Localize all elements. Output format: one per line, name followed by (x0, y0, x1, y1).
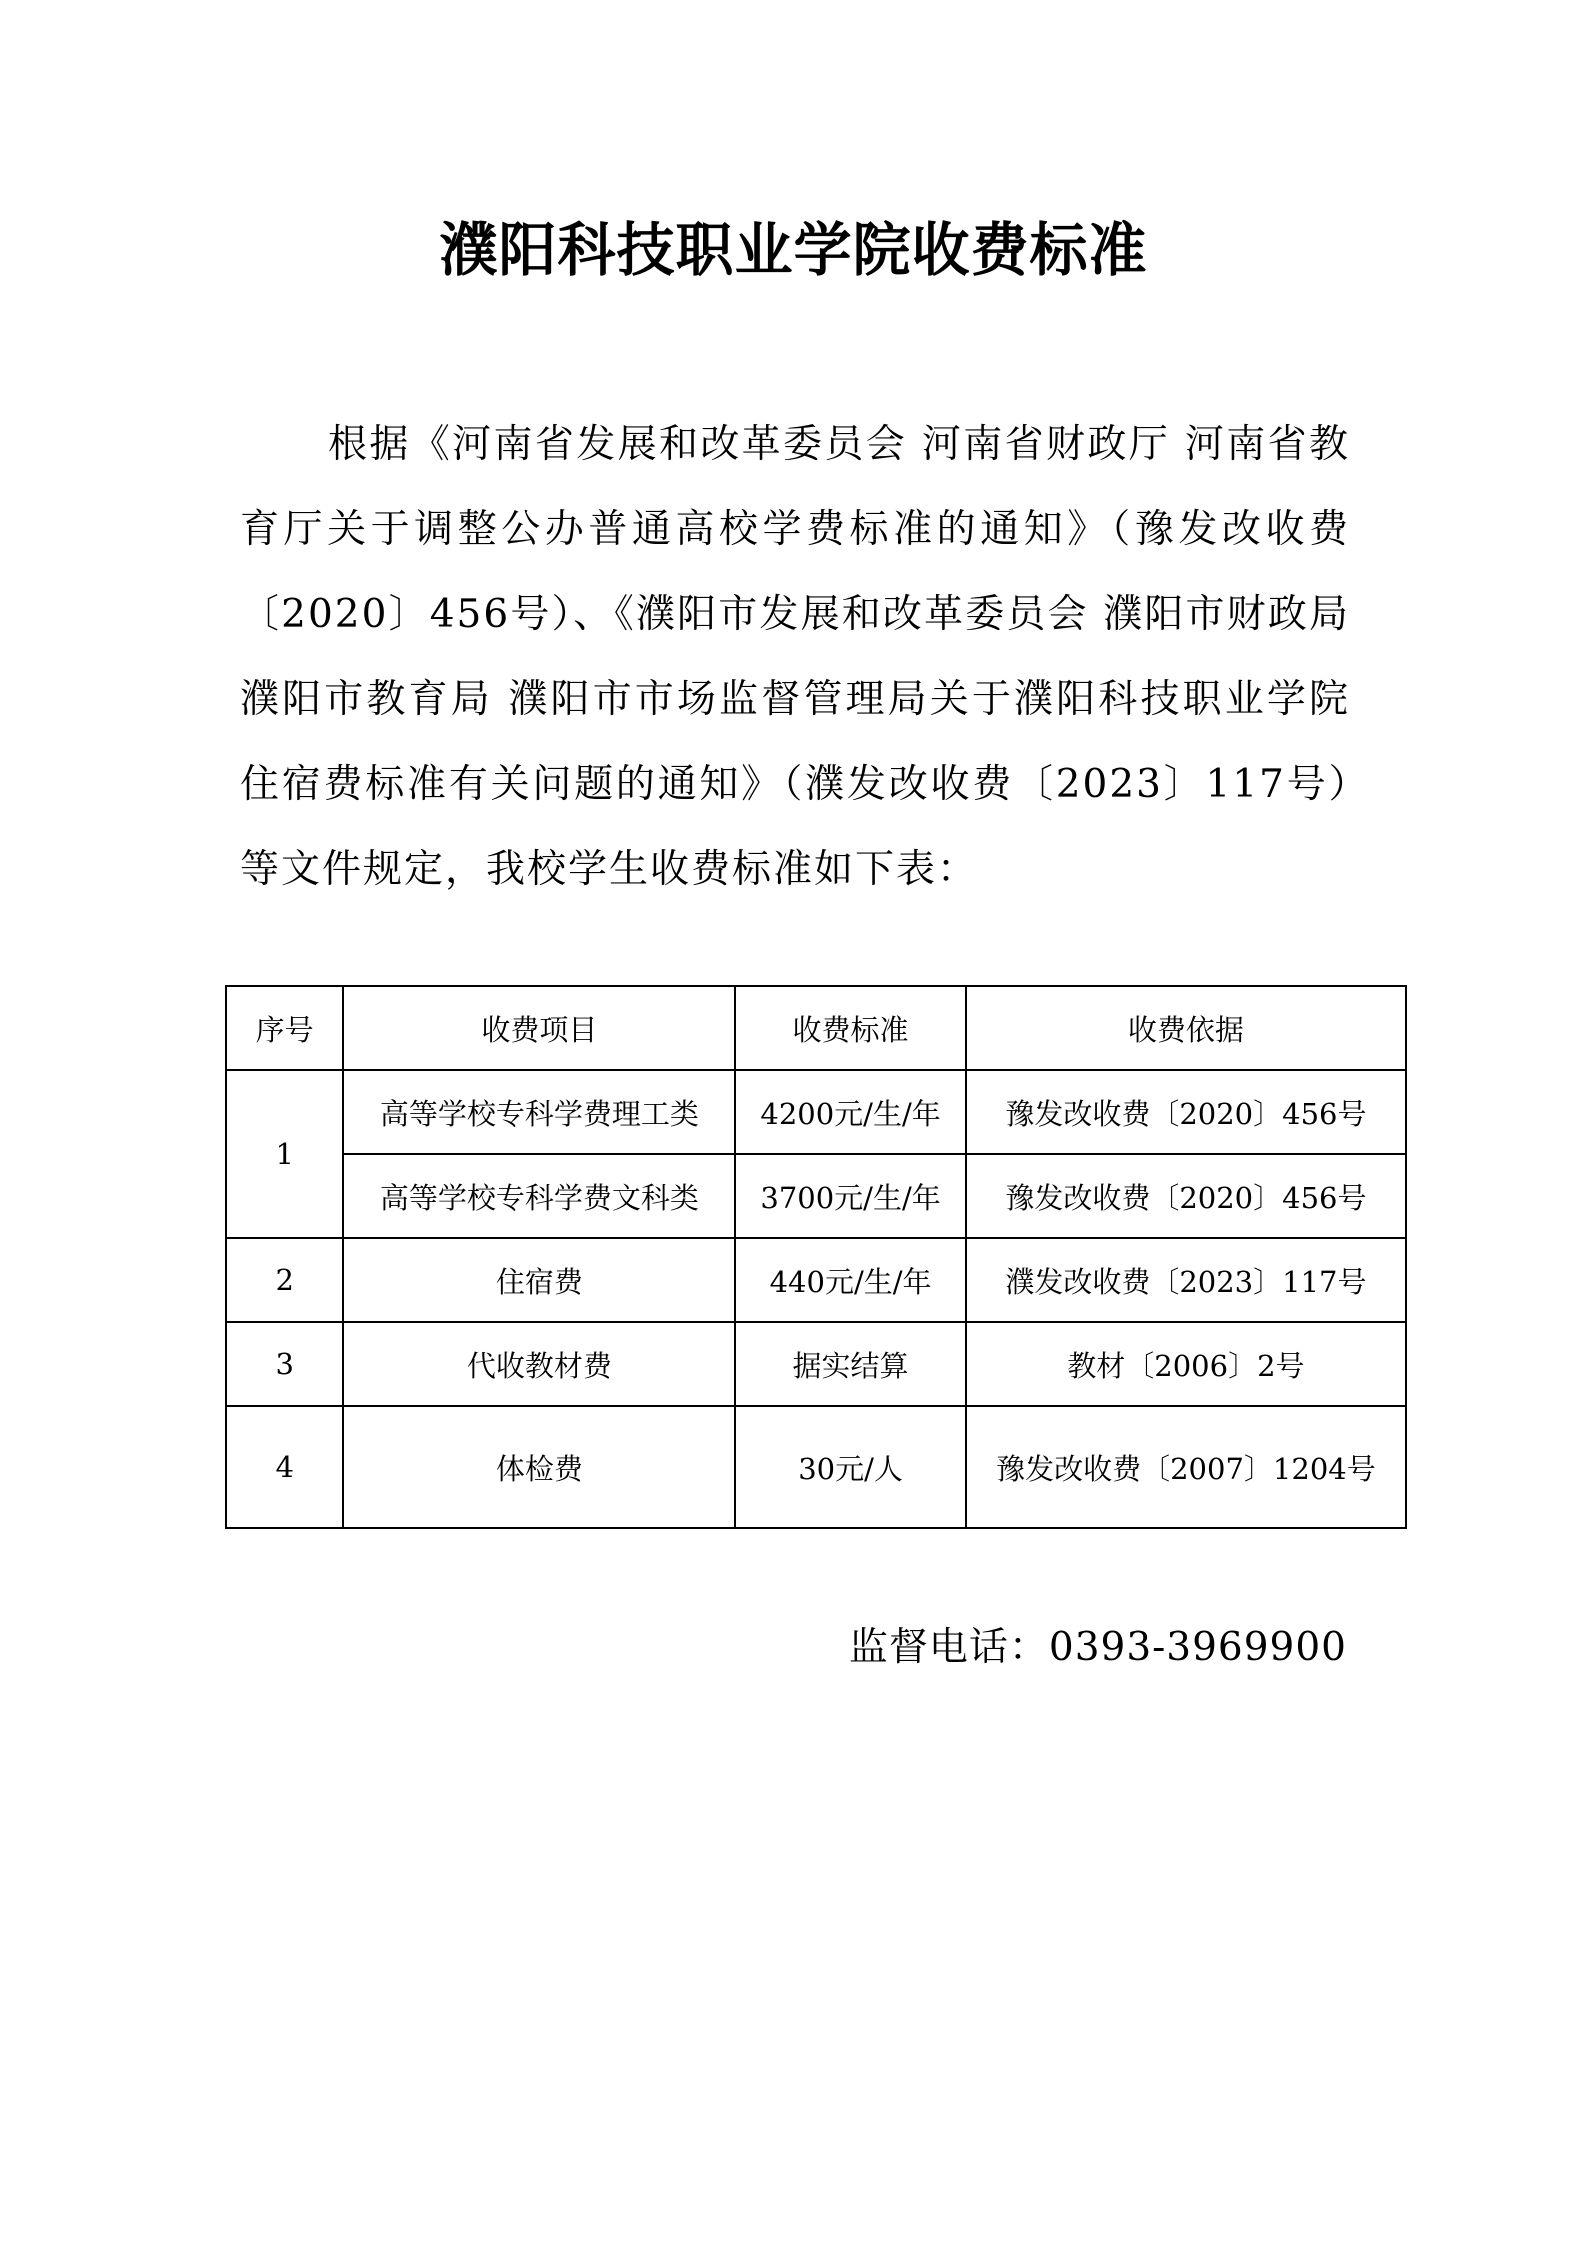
intro-paragraph: 根据《河南省发展和改革委员会 河南省财政厅 河南省教育厅关于调整公办普通高校学费标准的通知》（豫发改收费〔2020〕456号）、《濮阳市发展和改革委员会 濮阳市财政局 濮阳市教育局 濮阳市市场监督管理局关于濮阳科技职业学院住宿费标准有关问题的通知》（濮发改收费〔2023〕117号）等文件规定，我校学生收费标准如下表： (240, 422, 1350, 892)
row-no: 2 (226, 1238, 343, 1322)
row-basis: 豫发改收费〔2020〕456号 (966, 1070, 1406, 1154)
header-no: 序号 (226, 986, 343, 1070)
row-item: 高等学校专科学费理工类 (343, 1070, 735, 1154)
row-item: 体检费 (343, 1406, 735, 1528)
header-basis: 收费依据 (966, 986, 1406, 1070)
header-standard: 收费标准 (735, 986, 966, 1070)
row-basis: 濮发改收费〔2023〕117号 (966, 1238, 1406, 1322)
row-item: 代收教材费 (343, 1322, 735, 1406)
row-no: 4 (226, 1406, 343, 1528)
table-row (226, 1154, 1406, 1238)
row-standard: 3700元/生/年 (735, 1154, 966, 1238)
table-row (226, 1238, 1406, 1322)
row-no: 3 (226, 1322, 343, 1406)
table-row (226, 1070, 1406, 1154)
row-no: 1 (226, 1070, 343, 1238)
fee-table (225, 985, 1407, 1529)
page-title: 濮阳科技职业学院收费标准 (439, 216, 1148, 284)
row-standard: 440元/生/年 (735, 1238, 966, 1322)
row-basis: 豫发改收费〔2007〕1204号 (966, 1406, 1406, 1528)
table-row (226, 1406, 1406, 1528)
table-header-row (226, 986, 1406, 1070)
row-item: 住宿费 (343, 1238, 735, 1322)
row-standard: 4200元/生/年 (735, 1070, 966, 1154)
row-basis: 豫发改收费〔2020〕456号 (966, 1154, 1406, 1238)
table-row (226, 1322, 1406, 1406)
supervision-hotline: 监督电话：0393-3969900 (848, 1625, 1347, 1670)
row-item: 高等学校专科学费文科类 (343, 1154, 735, 1238)
row-basis: 教材〔2006〕2号 (966, 1322, 1406, 1406)
header-item: 收费项目 (343, 986, 735, 1070)
row-standard: 30元/人 (735, 1406, 966, 1528)
row-standard: 据实结算 (735, 1322, 966, 1406)
